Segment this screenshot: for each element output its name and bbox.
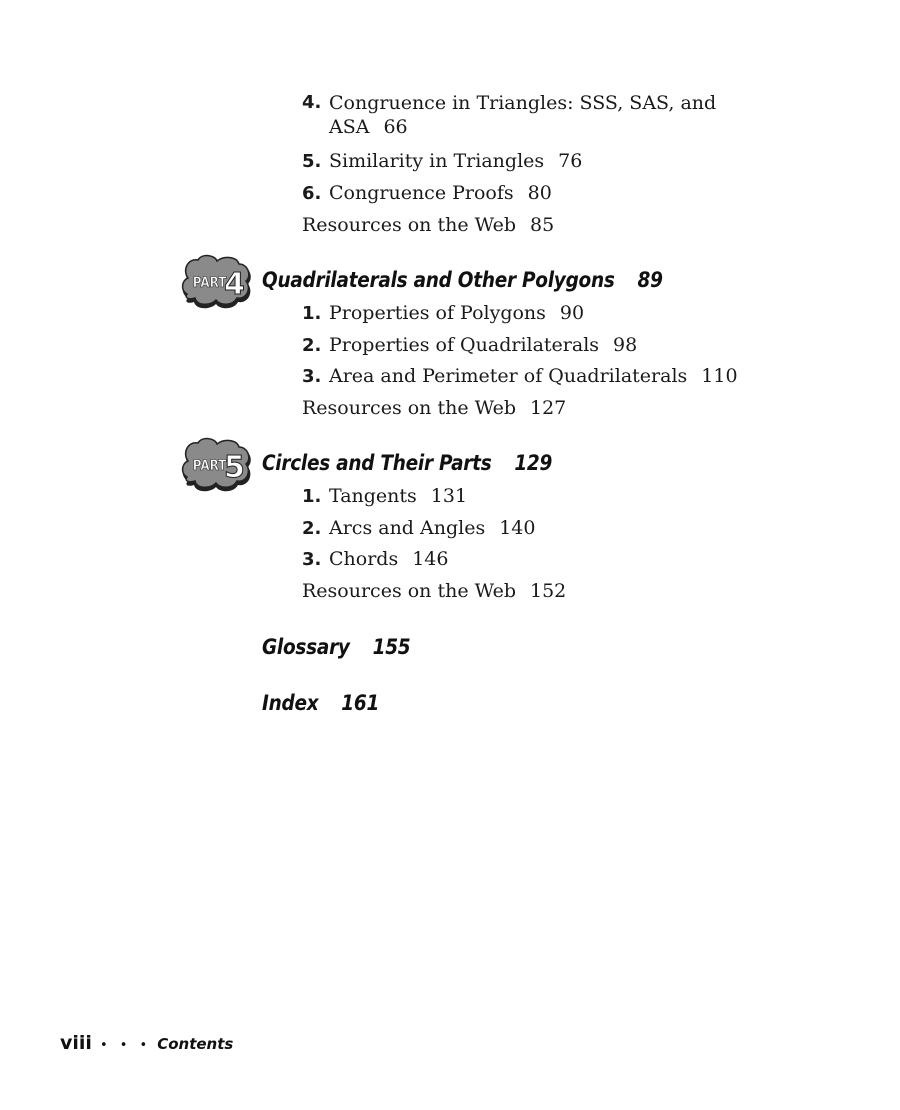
running-footer-label: Contents: [157, 1035, 234, 1053]
glossary-page: 155: [372, 635, 411, 659]
chapter-number: 5.: [302, 151, 322, 172]
chapter-number: 2.: [302, 335, 322, 356]
part-4-badge-number: 4: [224, 267, 245, 302]
toc-entry-chapter-2[interactable]: [302, 333, 637, 358]
part-5-heading[interactable]: [262, 450, 552, 476]
index-heading[interactable]: [262, 690, 379, 716]
part-4-heading[interactable]: [262, 267, 663, 293]
resources-title: Resources on the Web: [302, 580, 516, 602]
toc-entry-chapter-6[interactable]: [302, 181, 552, 206]
toc-entry-resources[interactable]: [302, 396, 566, 420]
glossary-title: Glossary: [262, 635, 350, 659]
index-page: 161: [341, 691, 380, 715]
page-folio: viii: [60, 1032, 92, 1054]
part-5-badge-number: 5: [224, 450, 245, 485]
chapter-page: 110: [701, 365, 738, 387]
toc-entry-resources[interactable]: [302, 213, 554, 237]
footer-bullets: • • •: [99, 1038, 152, 1053]
part-5-title: Circles and Their Parts: [262, 451, 492, 475]
chapter-title: Properties of Quadrilaterals: [329, 334, 600, 356]
chapter-number: 6.: [302, 183, 322, 204]
chapter-page: 90: [559, 302, 585, 324]
chapter-title: Arcs and Angles: [329, 517, 486, 539]
toc-entry-chapter-3[interactable]: [302, 547, 448, 572]
toc-entry-chapter-1[interactable]: [302, 301, 584, 326]
part-5-badge-icon: [180, 437, 254, 495]
chapter-title: Chords: [329, 548, 399, 570]
chapter-title: Congruence Proofs: [329, 182, 514, 204]
toc-entry-resources[interactable]: [302, 579, 566, 603]
toc-entry-chapter-4[interactable]: [302, 91, 722, 139]
resources-page: 127: [530, 397, 567, 419]
chapter-number: 3.: [302, 549, 322, 570]
glossary-heading[interactable]: [262, 634, 410, 660]
part-4-badge-icon: [180, 254, 254, 312]
chapter-title: Similarity in Triangles: [329, 150, 545, 172]
chapter-number: 2.: [302, 518, 322, 539]
chapter-page: 140: [499, 517, 536, 539]
chapter-page: 98: [613, 334, 638, 356]
chapter-title: Congruence in Triangles: SSS, SAS, and ASA: [329, 92, 717, 138]
chapter-number: 1.: [302, 486, 322, 507]
part-4-page: 89: [637, 268, 663, 292]
part-5-page: 129: [514, 451, 553, 475]
chapter-number: 3.: [302, 366, 322, 387]
toc-entry-chapter-1[interactable]: [302, 484, 467, 509]
chapter-page: 76: [558, 150, 583, 172]
part-4-title: Quadrilaterals and Other Polygons: [262, 268, 615, 292]
chapter-title: Tangents: [329, 485, 417, 507]
chapter-number: 4.: [302, 92, 322, 113]
page-footer: [60, 1032, 233, 1054]
index-title: Index: [262, 691, 319, 715]
part-4-badge-word: PART: [192, 275, 227, 292]
chapter-page: 66: [383, 116, 408, 138]
part-5-badge-word: PART: [192, 458, 227, 475]
toc-entry-chapter-3[interactable]: [302, 364, 738, 389]
resources-page: 85: [530, 214, 555, 236]
toc-entry-chapter-5[interactable]: [302, 149, 582, 174]
chapter-page: 131: [430, 485, 468, 507]
chapter-title: Properties of Polygons: [329, 302, 546, 324]
chapter-title: Area and Perimeter of Quadrilaterals: [329, 365, 688, 387]
chapter-page: 80: [527, 182, 552, 204]
resources-title: Resources on the Web: [302, 397, 516, 419]
chapter-number: 1.: [302, 303, 322, 324]
toc-entry-chapter-2[interactable]: [302, 516, 535, 541]
chapter-page: 146: [412, 548, 449, 570]
resources-title: Resources on the Web: [302, 214, 516, 236]
resources-page: 152: [530, 580, 567, 602]
